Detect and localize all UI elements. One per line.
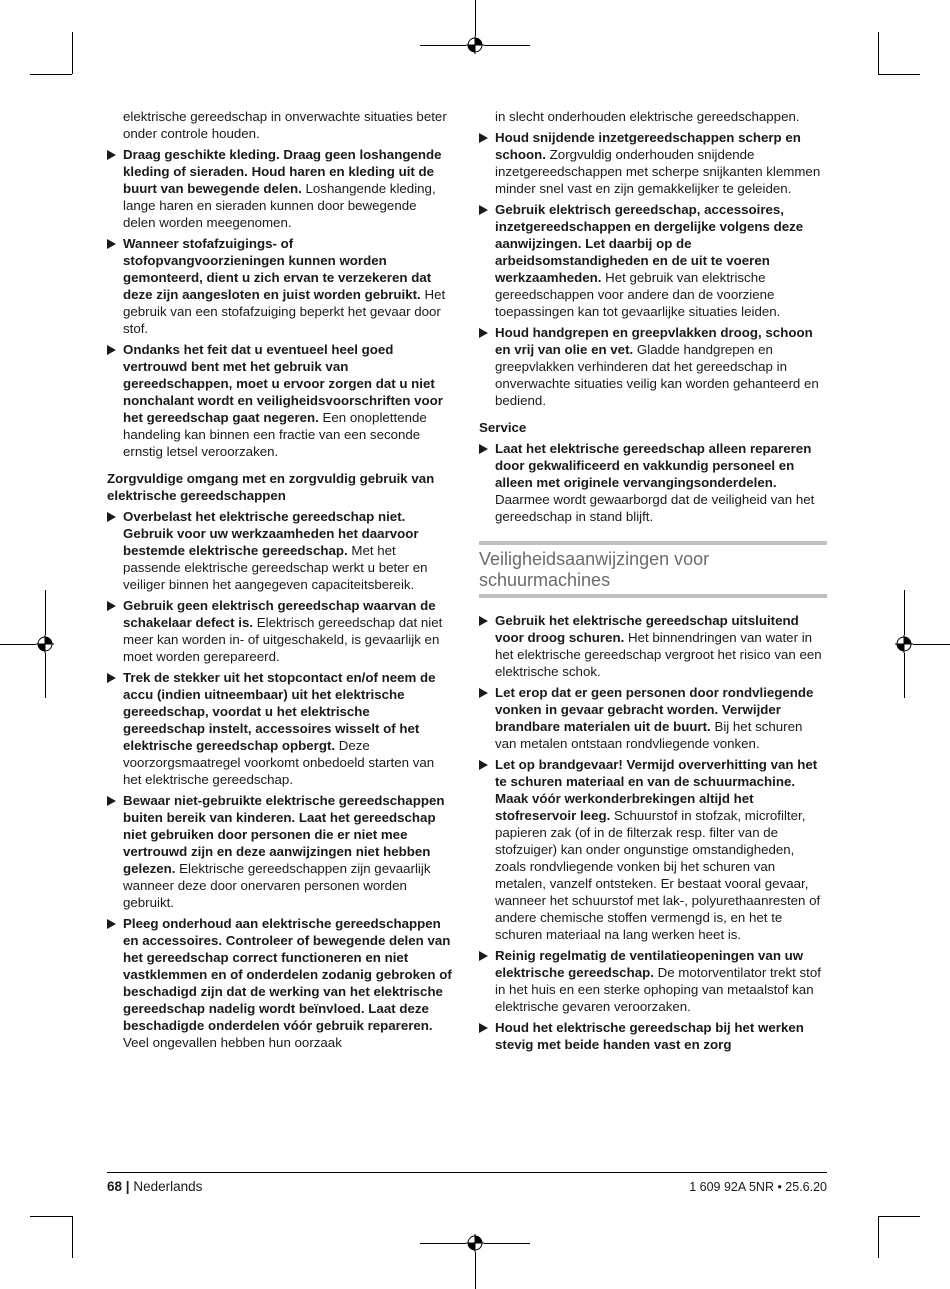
bullet-bold-text: Laat het elektrische gereedschap alleen repareren door gekwalificeerd en vakkundig personeel en alleen met originele vervangingsonderdelen.	[495, 441, 812, 490]
bullet-item	[107, 508, 452, 593]
bullet-item	[107, 597, 452, 665]
bullet-text: Zorgvuldig onderhouden snijdende inzetgereedschappen met scherpe snijkanten klemmen minder snel vast en zijn gemakkelijker te geleiden.	[495, 147, 821, 196]
bullet-text: Gladde handgrepen en greepvlakken verhinderen dat het gereedschap in onverwachte situaties veilig kan worden gehanteerd en bediend.	[495, 342, 819, 408]
crop-mark	[904, 590, 905, 635]
bullet-bold-text: Reinig regelmatig de ventilatieopeningen van uw elektrische gereedschap.	[495, 948, 804, 980]
bullet-item	[479, 129, 827, 197]
bullet-bold-text: Houd handgrepen en greepvlakken droog, schoon en vrij van olie en vet.	[495, 325, 813, 357]
bullet-bold-text: Ondanks het feit dat u eventueel heel goed vertrouwd bent met het gebruik van gereedschappen, moet u ervoor zorgen dat u niet nonchalant wordt en veiligheidsvoorschriften voor het gereedschap gaat negeren.	[123, 342, 443, 425]
crop-mark	[420, 45, 466, 46]
page-number: 68	[107, 1179, 123, 1194]
paragraph: in slecht onderhouden elektrische gereedschappen.	[495, 109, 800, 124]
registration-mark-icon	[895, 635, 913, 653]
right-column	[479, 108, 827, 1057]
crop-mark	[484, 1243, 530, 1244]
crop-mark	[878, 1216, 879, 1258]
bullet-item	[107, 915, 452, 1051]
crop-mark	[420, 1243, 466, 1244]
bullet-item	[479, 612, 827, 680]
bullet-item	[107, 792, 452, 911]
crop-mark	[913, 644, 950, 645]
bullet-bold-text: Bewaar niet-gebruikte elektrische gereedschappen buiten bereik van kinderen. Laat het gereedschap niet gebruiken door personen die er niet mee vertrouwd zijn en deze aanwijzingen niet hebben gelezen.	[123, 793, 445, 876]
crop-mark	[484, 45, 530, 46]
bullet-arrow-icon	[107, 512, 116, 522]
crop-mark	[475, 0, 476, 36]
bullet-arrow-icon	[479, 688, 488, 698]
bullet-text: Elektrisch gereedschap dat niet meer kan worden in- of uitgeschakeld, is gevaarlijk en moet worden gerepareerd.	[123, 615, 443, 664]
footer-page-label	[107, 1179, 202, 1194]
bullet-bold-text: Gebruik het elektrische gereedschap uitsluitend voor droog schuren.	[495, 613, 799, 645]
bullet-item	[107, 146, 452, 231]
bullet-text: Het gebruik van elektrische gereedschappen voor andere dan de voorziene toepassingen kan tot gevaarlijke situaties leiden.	[495, 270, 781, 319]
footer-rule	[107, 1172, 827, 1173]
bullet-arrow-icon	[479, 760, 488, 770]
bullet-item	[479, 947, 827, 1015]
bullet-item	[479, 324, 827, 409]
bullet-text: Het binnendringen van water in het elektrische gereedschap vergroot het risico van een elektrische schok.	[495, 630, 822, 679]
bullet-item	[107, 669, 452, 788]
bullet-arrow-icon	[107, 796, 116, 806]
bullet-text: Een onoplettende handeling kan binnen een fractie van een seconde ernstig letsel veroorzaken.	[123, 410, 427, 459]
bullet-text: Met het passende elektrische gereedschap werkt u beter en veiliger binnen het aangegeven capaciteitsbereik.	[123, 543, 428, 592]
left-column	[107, 108, 452, 1055]
bullet-text: Elektrische gereedschappen zijn gevaarlijk wanneer deze door onervaren personen worden gebruikt.	[123, 861, 431, 910]
footer-separator: |	[125, 1179, 130, 1194]
bullet-item	[107, 341, 452, 460]
crop-mark	[878, 1216, 920, 1217]
bullet-bold-text: Let erop dat er geen personen door rondvliegende vonken in gevaar gebracht worden. Verwijder brandbare materialen uit de buurt.	[495, 685, 814, 734]
bullet-arrow-icon	[479, 616, 488, 626]
bullet-text: Bij het schuren van metalen ontstaan rondvliegende vonken.	[495, 719, 803, 751]
bullet-text: Loshangende kleding, lange haren en sieraden kunnen door bewegende delen worden meegenomen.	[123, 181, 436, 230]
bullet-arrow-icon	[107, 919, 116, 929]
bullet-arrow-icon	[107, 601, 116, 611]
crop-mark	[30, 1216, 72, 1217]
bullet-text: Deze voorzorgsmaatregel voorkomt onbedoeld starten van het elektrische gereedschap.	[123, 738, 435, 787]
bullet-text: Veel ongevallen hebben hun oorzaak	[123, 1035, 342, 1050]
bullet-item	[479, 756, 827, 943]
registration-mark-icon	[36, 635, 54, 653]
bullet-arrow-icon	[107, 150, 116, 160]
bullet-bold-text: Pleeg onderhoud aan elektrische gereedschappen en accessoires. Controleer of bewegende delen van het gereedschap correct functioneren en niet vastklemmen en of onderdelen zodanig gebroken of beschadigd zijn dat de werking van het elektrische gereedschap nadelig wordt beïnvloed. Laat deze beschadigde onderdelen vóór gebruik repareren.	[123, 916, 452, 1033]
bullet-bold-text: Wanneer stofafzuigings- of stofopvangvoorzieningen kunnen worden gemonteerd, dient u zich ervan te verzekeren dat deze zijn aangesloten en juist worden gebruikt.	[123, 236, 432, 302]
bullet-arrow-icon	[479, 951, 488, 961]
crop-mark	[0, 644, 36, 645]
bullet-text: De motorventilator trekt stof in het huis en een sterke ophoping van metaalstof kan elektrische gevaren veroorzaken.	[495, 965, 821, 1014]
bullet-arrow-icon	[479, 1023, 488, 1033]
bullet-bold-text: Draag geschikte kleding. Draag geen loshangende kleding of sieraden. Houd haren en kleding uit de buurt van bewegende delen.	[123, 147, 442, 196]
footer-language: Nederlands	[133, 1179, 203, 1194]
bullet-arrow-icon	[479, 328, 488, 338]
subheading: Service	[479, 420, 527, 435]
bullet-bold-text: Trek de stekker uit het stopcontact en/of neem de accu (indien uitneembaar) uit het elektrische gereedschap, voordat u het elektrische gereedschap instelt, accessoires wisselt of het elektrische gereedschap opbergt.	[123, 670, 436, 753]
crop-mark	[904, 653, 905, 698]
bullet-arrow-icon	[479, 205, 488, 215]
bullet-text: Schuurstof in stofzak, microfilter, papieren zak (of in de filterzak resp. filter van de stofzuiger) kan onder ongunstige omstandigheden, zoals rondvliegende vonken bij het schuren van metalen, vanzelf ontsteken. Er bestaat vooral gevaar, wanneer het schuurstof met lak-, polyurethaanresten of andere chemische stoffen vermengd is, en het te schuren materiaal na lang werken heet is.	[495, 808, 821, 942]
section-heading: Veiligheidsaanwijzingen voor schuurmachines	[479, 541, 827, 598]
bullet-arrow-icon	[107, 673, 116, 683]
bullet-item	[479, 440, 827, 525]
crop-mark	[475, 1252, 476, 1289]
bullet-bold-text: Houd het elektrische gereedschap bij het werken stevig met beide handen vast en zorg	[495, 1020, 804, 1052]
bullet-bold-text: Let op brandgevaar! Vermijd oververhitting van het te schuren materiaal en van de schuurmachine. Maak vóór werkonderbrekingen altijd het stofreservoir leeg.	[495, 757, 818, 823]
registration-mark-icon	[466, 36, 484, 54]
crop-mark	[45, 590, 46, 635]
bullet-item	[479, 201, 827, 320]
bullet-arrow-icon	[479, 133, 488, 143]
bullet-bold-text: Gebruik geen elektrisch gereedschap waarvan de schakelaar defect is.	[123, 598, 436, 630]
bullet-arrow-icon	[479, 444, 488, 454]
bullet-item	[107, 235, 452, 337]
document-code: 1 609 92A 5NR • 25.6.20	[689, 1180, 827, 1194]
crop-mark	[72, 32, 73, 74]
bullet-text: Het gebruik van een stofafzuiging beperkt het gevaar door stof.	[123, 287, 446, 336]
bullet-item	[479, 1019, 827, 1053]
bullet-arrow-icon	[107, 345, 116, 355]
bullet-text: Daarmee wordt gewaarborgd dat de veiligheid van het gereedschap in stand blijft.	[495, 492, 815, 524]
bullet-bold-text: Overbelast het elektrische gereedschap niet. Gebruik voor uw werkzaamheden het daarvoor bestemde elektrische gereedschap.	[123, 509, 419, 558]
crop-mark	[72, 1216, 73, 1258]
bullet-bold-text: Gebruik elektrisch gereedschap, accessoires, inzetgereedschappen en dergelijke volgens deze aanwijzingen. Let daarbij op de arbeidsomstandigheden en de uit te voeren werkzaamheden.	[495, 202, 804, 285]
crop-mark	[30, 74, 72, 75]
crop-mark	[878, 32, 879, 74]
paragraph: elektrische gereedschap in onverwachte situaties beter onder controle houden.	[123, 109, 447, 141]
crop-mark	[878, 74, 920, 75]
bullet-arrow-icon	[107, 239, 116, 249]
subheading: Zorgvuldige omgang met en zorgvuldig gebruik van elektrische gereedschappen	[107, 471, 435, 503]
registration-mark-icon	[466, 1234, 484, 1252]
crop-mark	[45, 653, 46, 698]
bullet-bold-text: Houd snijdende inzetgereedschappen scherp en schoon.	[495, 130, 801, 162]
bullet-item	[479, 684, 827, 752]
